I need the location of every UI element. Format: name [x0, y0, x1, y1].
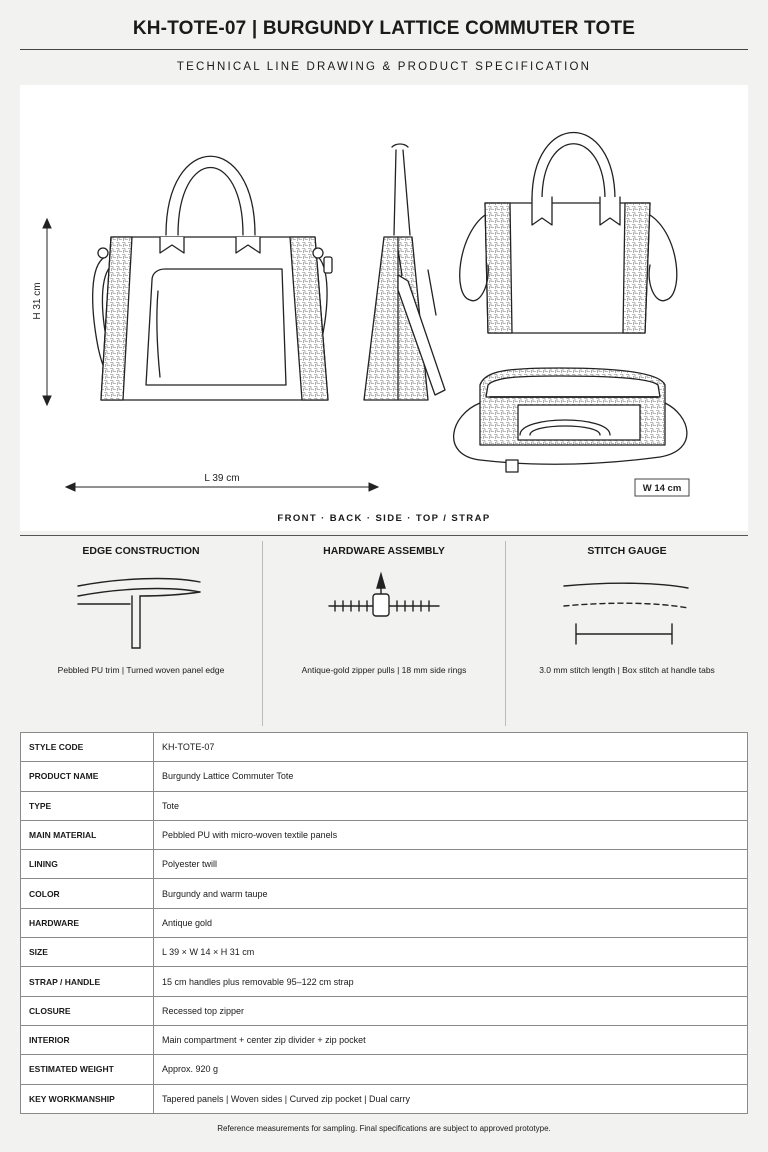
- spec-value: Recessed top zipper: [154, 996, 748, 1025]
- spec-label: SIZE: [21, 938, 154, 967]
- height-dimension-label: H 31 cm: [32, 282, 43, 320]
- spec-value: Burgundy and warm taupe: [154, 879, 748, 908]
- spec-label: ESTIMATED WEIGHT: [21, 1055, 154, 1084]
- spec-value: 15 cm handles plus removable 95–122 cm strap: [154, 967, 748, 996]
- table-row: [21, 762, 748, 791]
- technical-drawing-panel: [20, 85, 748, 531]
- spec-label: CLOSURE: [21, 996, 154, 1025]
- detail-stitch-gauge: [506, 536, 748, 726]
- views-caption: FRONT · BACK · SIDE · TOP / STRAP: [277, 513, 491, 524]
- table-row: [21, 850, 748, 879]
- specification-table: [20, 732, 748, 1114]
- spec-value: Antique gold: [154, 908, 748, 937]
- table-row: [21, 820, 748, 849]
- spec-label: KEY WORKMANSHIP: [21, 1084, 154, 1113]
- spec-label: TYPE: [21, 791, 154, 820]
- edge-construction-illustration: [20, 566, 262, 656]
- table-row: [21, 1025, 748, 1054]
- spec-label: COLOR: [21, 879, 154, 908]
- spec-label: LINING: [21, 850, 154, 879]
- table-row: [21, 733, 748, 762]
- spec-label: MAIN MATERIAL: [21, 820, 154, 849]
- table-row: [21, 996, 748, 1025]
- table-row: [21, 967, 748, 996]
- table-row: [21, 908, 748, 937]
- spec-label: INTERIOR: [21, 1025, 154, 1054]
- top-view: [454, 368, 687, 472]
- spec-value: Pebbled PU with micro-woven textile panels: [154, 820, 748, 849]
- table-row: [21, 938, 748, 967]
- page-subtitle: TECHNICAL LINE DRAWING & PRODUCT SPECIFICATION: [176, 61, 592, 73]
- spec-value: KH-TOTE-07: [154, 733, 748, 762]
- hardware-assembly-illustration: [263, 566, 505, 656]
- spec-value: L 39 × W 14 × H 31 cm: [154, 938, 748, 967]
- detail-title: EDGE CONSTRUCTION: [82, 545, 200, 557]
- detail-hardware-assembly: [263, 536, 505, 726]
- spec-label: STRAP / HANDLE: [21, 967, 154, 996]
- length-dimension-label: L 39 cm: [204, 473, 240, 484]
- detail-edge-construction: [20, 536, 262, 726]
- detail-title: STITCH GAUGE: [587, 545, 667, 557]
- page-title: KH-TOTE-07 | BURGUNDY LATTICE COMMUTER TOTE: [132, 18, 636, 39]
- back-view: [460, 133, 677, 334]
- table-row: [21, 1055, 748, 1084]
- stitch-gauge-illustration: [506, 566, 748, 656]
- detail-title: HARDWARE ASSEMBLY: [323, 545, 445, 557]
- spec-value: Burgundy Lattice Commuter Tote: [154, 762, 748, 791]
- table-row: [21, 879, 748, 908]
- spec-label: PRODUCT NAME: [21, 762, 154, 791]
- spec-label: STYLE CODE: [21, 733, 154, 762]
- spec-label: HARDWARE: [21, 908, 154, 937]
- spec-value: Tapered panels | Woven sides | Curved zip pocket | Dual carry: [154, 1084, 748, 1113]
- detail-caption: 3.0 mm stitch length | Box stitch at handle tabs: [539, 665, 715, 675]
- technical-drawing: [20, 85, 748, 531]
- spec-value: Tote: [154, 791, 748, 820]
- spec-value: Main compartment + center zip divider + zip pocket: [154, 1025, 748, 1054]
- detail-caption: Antique-gold zipper pulls | 18 mm side rings: [301, 665, 467, 675]
- detail-caption: Pebbled PU trim | Turned woven panel edge: [57, 665, 225, 675]
- table-row: [21, 791, 748, 820]
- width-dimension-label: W 14 cm: [642, 483, 682, 494]
- footnote: Reference measurements for sampling. Final specifications are subject to approved prototype.: [217, 1124, 551, 1133]
- front-view: [93, 156, 332, 400]
- title-divider: [20, 49, 748, 50]
- side-view: [364, 144, 445, 400]
- spec-value: Polyester twill: [154, 850, 748, 879]
- spec-value: Approx. 920 g: [154, 1055, 748, 1084]
- table-row: [21, 1084, 748, 1113]
